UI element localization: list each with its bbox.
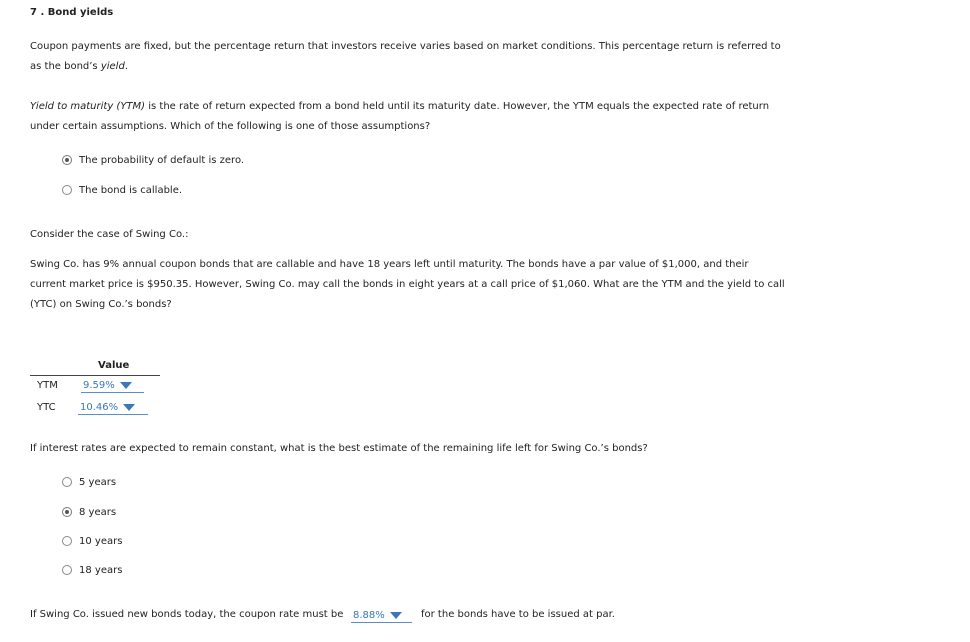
radio-button[interactable] bbox=[62, 477, 72, 487]
radio-button[interactable] bbox=[62, 565, 72, 575]
q3-prefix: If Swing Co. issued new bonds today, the coupon rate must be bbox=[30, 609, 344, 620]
q2-option-2-label: 8 years bbox=[79, 506, 117, 518]
q2-option-1-label: 5 years bbox=[79, 476, 117, 488]
question-title: 7 . Bond yields bbox=[30, 7, 114, 18]
q2-option-4-label: 18 years bbox=[79, 564, 123, 576]
intro-line-1: Coupon payments are fixed, but the percentage return that investors receive varies based on market conditions. This percentage return is referred to bbox=[30, 41, 781, 52]
ytm-row-label: YTM bbox=[37, 380, 58, 391]
table-header-value: Value bbox=[98, 360, 130, 371]
ytm-paragraph bbox=[30, 97, 769, 137]
ytm-line-1: Yield to maturity (YTM) is the rate of return expected from a bond held until its maturity date. However, the YTM equals the expected rate of return bbox=[30, 101, 770, 112]
ytc-dropdown[interactable] bbox=[78, 400, 148, 415]
ytc-dropdown-value: 10.46% bbox=[80, 401, 119, 413]
case-line-1: Swing Co. has 9% annual coupon bonds that are callable and have 18 years left until maturity. The bonds have a par value of $1,000, and their bbox=[30, 259, 749, 270]
q2-option-4[interactable] bbox=[62, 562, 122, 578]
q2-prompt: If interest rates are expected to remain constant, what is the best estimate of the remaining life left for Swing Co.’s bonds? bbox=[30, 443, 648, 454]
q1-option-2-label: The bond is callable. bbox=[79, 184, 183, 196]
table-divider bbox=[30, 375, 160, 376]
ytm-line-2: under certain assumptions. Which of the following is one of those assumptions? bbox=[30, 121, 431, 132]
q3-suffix: for the bonds have to be issued at par. bbox=[421, 609, 615, 620]
q1-option-1-label: The probability of default is zero. bbox=[79, 154, 245, 166]
ytc-row-label: YTC bbox=[37, 402, 56, 413]
q2-option-3-label: 10 years bbox=[79, 535, 123, 547]
dropdown-caret-icon bbox=[390, 612, 402, 619]
radio-button[interactable] bbox=[62, 185, 72, 195]
ytm-dropdown[interactable] bbox=[81, 378, 144, 393]
case-title: Consider the case of Swing Co.: bbox=[30, 229, 189, 240]
coupon-rate-dropdown-value: 8.88% bbox=[353, 609, 385, 621]
case-line-2: current market price is $950.35. However, Swing Co. may call the bonds in eight years at a call price of $1,060. What are the YTM and the yield to call bbox=[30, 279, 785, 290]
q2-option-2[interactable] bbox=[62, 504, 116, 520]
radio-button-checked[interactable] bbox=[62, 155, 72, 165]
intro-line-2: as the bond’s yield. bbox=[30, 61, 128, 72]
dropdown-caret-icon bbox=[120, 382, 132, 389]
case-paragraph bbox=[30, 255, 785, 315]
coupon-rate-dropdown[interactable] bbox=[351, 608, 412, 623]
ytm-dropdown-value: 9.59% bbox=[83, 379, 115, 391]
q2-option-3[interactable] bbox=[62, 533, 122, 549]
dropdown-caret-icon bbox=[123, 404, 135, 411]
intro-paragraph bbox=[30, 37, 781, 77]
case-line-3: (YTC) on Swing Co.’s bonds? bbox=[30, 299, 172, 310]
q1-option-1[interactable] bbox=[62, 152, 244, 168]
radio-button[interactable] bbox=[62, 536, 72, 546]
q1-option-2[interactable] bbox=[62, 182, 182, 198]
q2-option-1[interactable] bbox=[62, 474, 116, 490]
radio-button-checked[interactable] bbox=[62, 507, 72, 517]
